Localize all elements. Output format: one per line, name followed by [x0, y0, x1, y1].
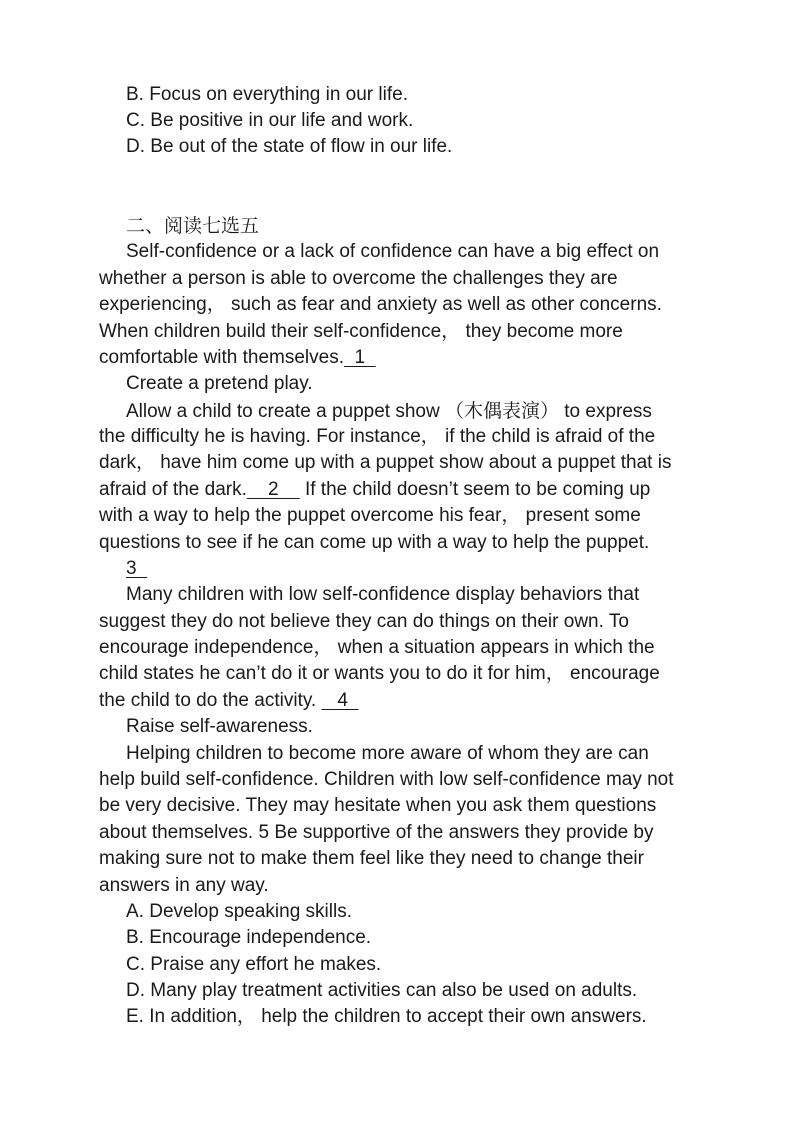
passage-text: Allow a child to create a puppet show	[126, 401, 445, 422]
passage-text: If the child doesn’t seem to be coming up	[299, 479, 651, 500]
prev-option-c: C. Be positive in our life and work.	[126, 110, 414, 131]
passage-line: When children build their self-confidence， they become more	[99, 321, 623, 342]
option-c: C. Praise any effort he makes.	[126, 954, 382, 975]
blank-1: 1	[344, 347, 376, 368]
chinese-gloss: （木偶表演）	[444, 400, 559, 422]
passage-line: the difficulty he is having. For instance， if the child is afraid of the	[99, 426, 656, 447]
subheading-self-awareness: Raise self-awareness.	[126, 716, 313, 737]
passage-line: answers in any way.	[99, 875, 269, 896]
passage-line	[126, 556, 147, 582]
prev-option-d: D. Be out of the state of flow in our life.	[126, 136, 453, 157]
passage-line: be very decisive. They may hesitate when you ask them questions	[99, 795, 657, 816]
passage-text: comfortable with themselves.	[99, 347, 344, 368]
passage-line: encourage independence， when a situation appears in which the	[99, 637, 655, 658]
passage-line: dark， have him come up with a puppet show about a puppet that is	[99, 452, 672, 473]
option-a: A. Develop speaking skills.	[126, 901, 352, 922]
subheading-pretend-play: Create a pretend play.	[126, 373, 313, 394]
passage-line: whether a person is able to overcome the challenges they are	[99, 268, 618, 289]
option-d: D. Many play treatment activities can also be used on adults.	[126, 980, 638, 1001]
passage-text: afraid of the dark.	[99, 479, 247, 500]
passage-line: questions to see if he can come up with a way to help the puppet.	[99, 532, 650, 553]
option-b: B. Encourage independence.	[126, 927, 372, 948]
blank-4: 4	[321, 690, 359, 711]
prev-option-b: B. Focus on everything in our life.	[126, 84, 408, 105]
passage-line: about themselves. 5 Be supportive of the answers they provide by	[99, 822, 654, 843]
option-e: E. In addition， help the children to accept their own answers.	[126, 1006, 647, 1027]
blank-3: 3	[126, 558, 148, 579]
passage-line: Self-confidence or a lack of confidence can have a big effect on	[126, 241, 660, 262]
passage-line	[99, 477, 650, 503]
passage-line: experiencing， such as fear and anxiety as well as other concerns.	[99, 294, 662, 315]
blank-2: 2	[246, 479, 300, 500]
passage-line	[126, 398, 652, 424]
passage-line: with a way to help the puppet overcome his fear， present some	[99, 505, 641, 526]
passage-line: suggest they do not believe they can do things on their own. To	[99, 611, 629, 632]
passage-line	[99, 688, 358, 714]
passage-line: Many children with low self-confidence display behaviors that	[126, 584, 640, 605]
passage-line: making sure not to make them feel like they need to change their	[99, 848, 644, 869]
passage-text: to express	[558, 401, 652, 422]
passage-line	[99, 345, 376, 371]
section-title: 二、阅读七选五	[126, 215, 260, 237]
passage-line: child states he can’t do it or wants you to do it for him， encourage	[99, 663, 660, 684]
passage-text: the child to do the activity.	[99, 690, 322, 711]
passage-line: help build self-confidence. Children with low self-confidence may not	[99, 769, 674, 790]
passage-line: Helping children to become more aware of whom they are can	[126, 743, 649, 764]
